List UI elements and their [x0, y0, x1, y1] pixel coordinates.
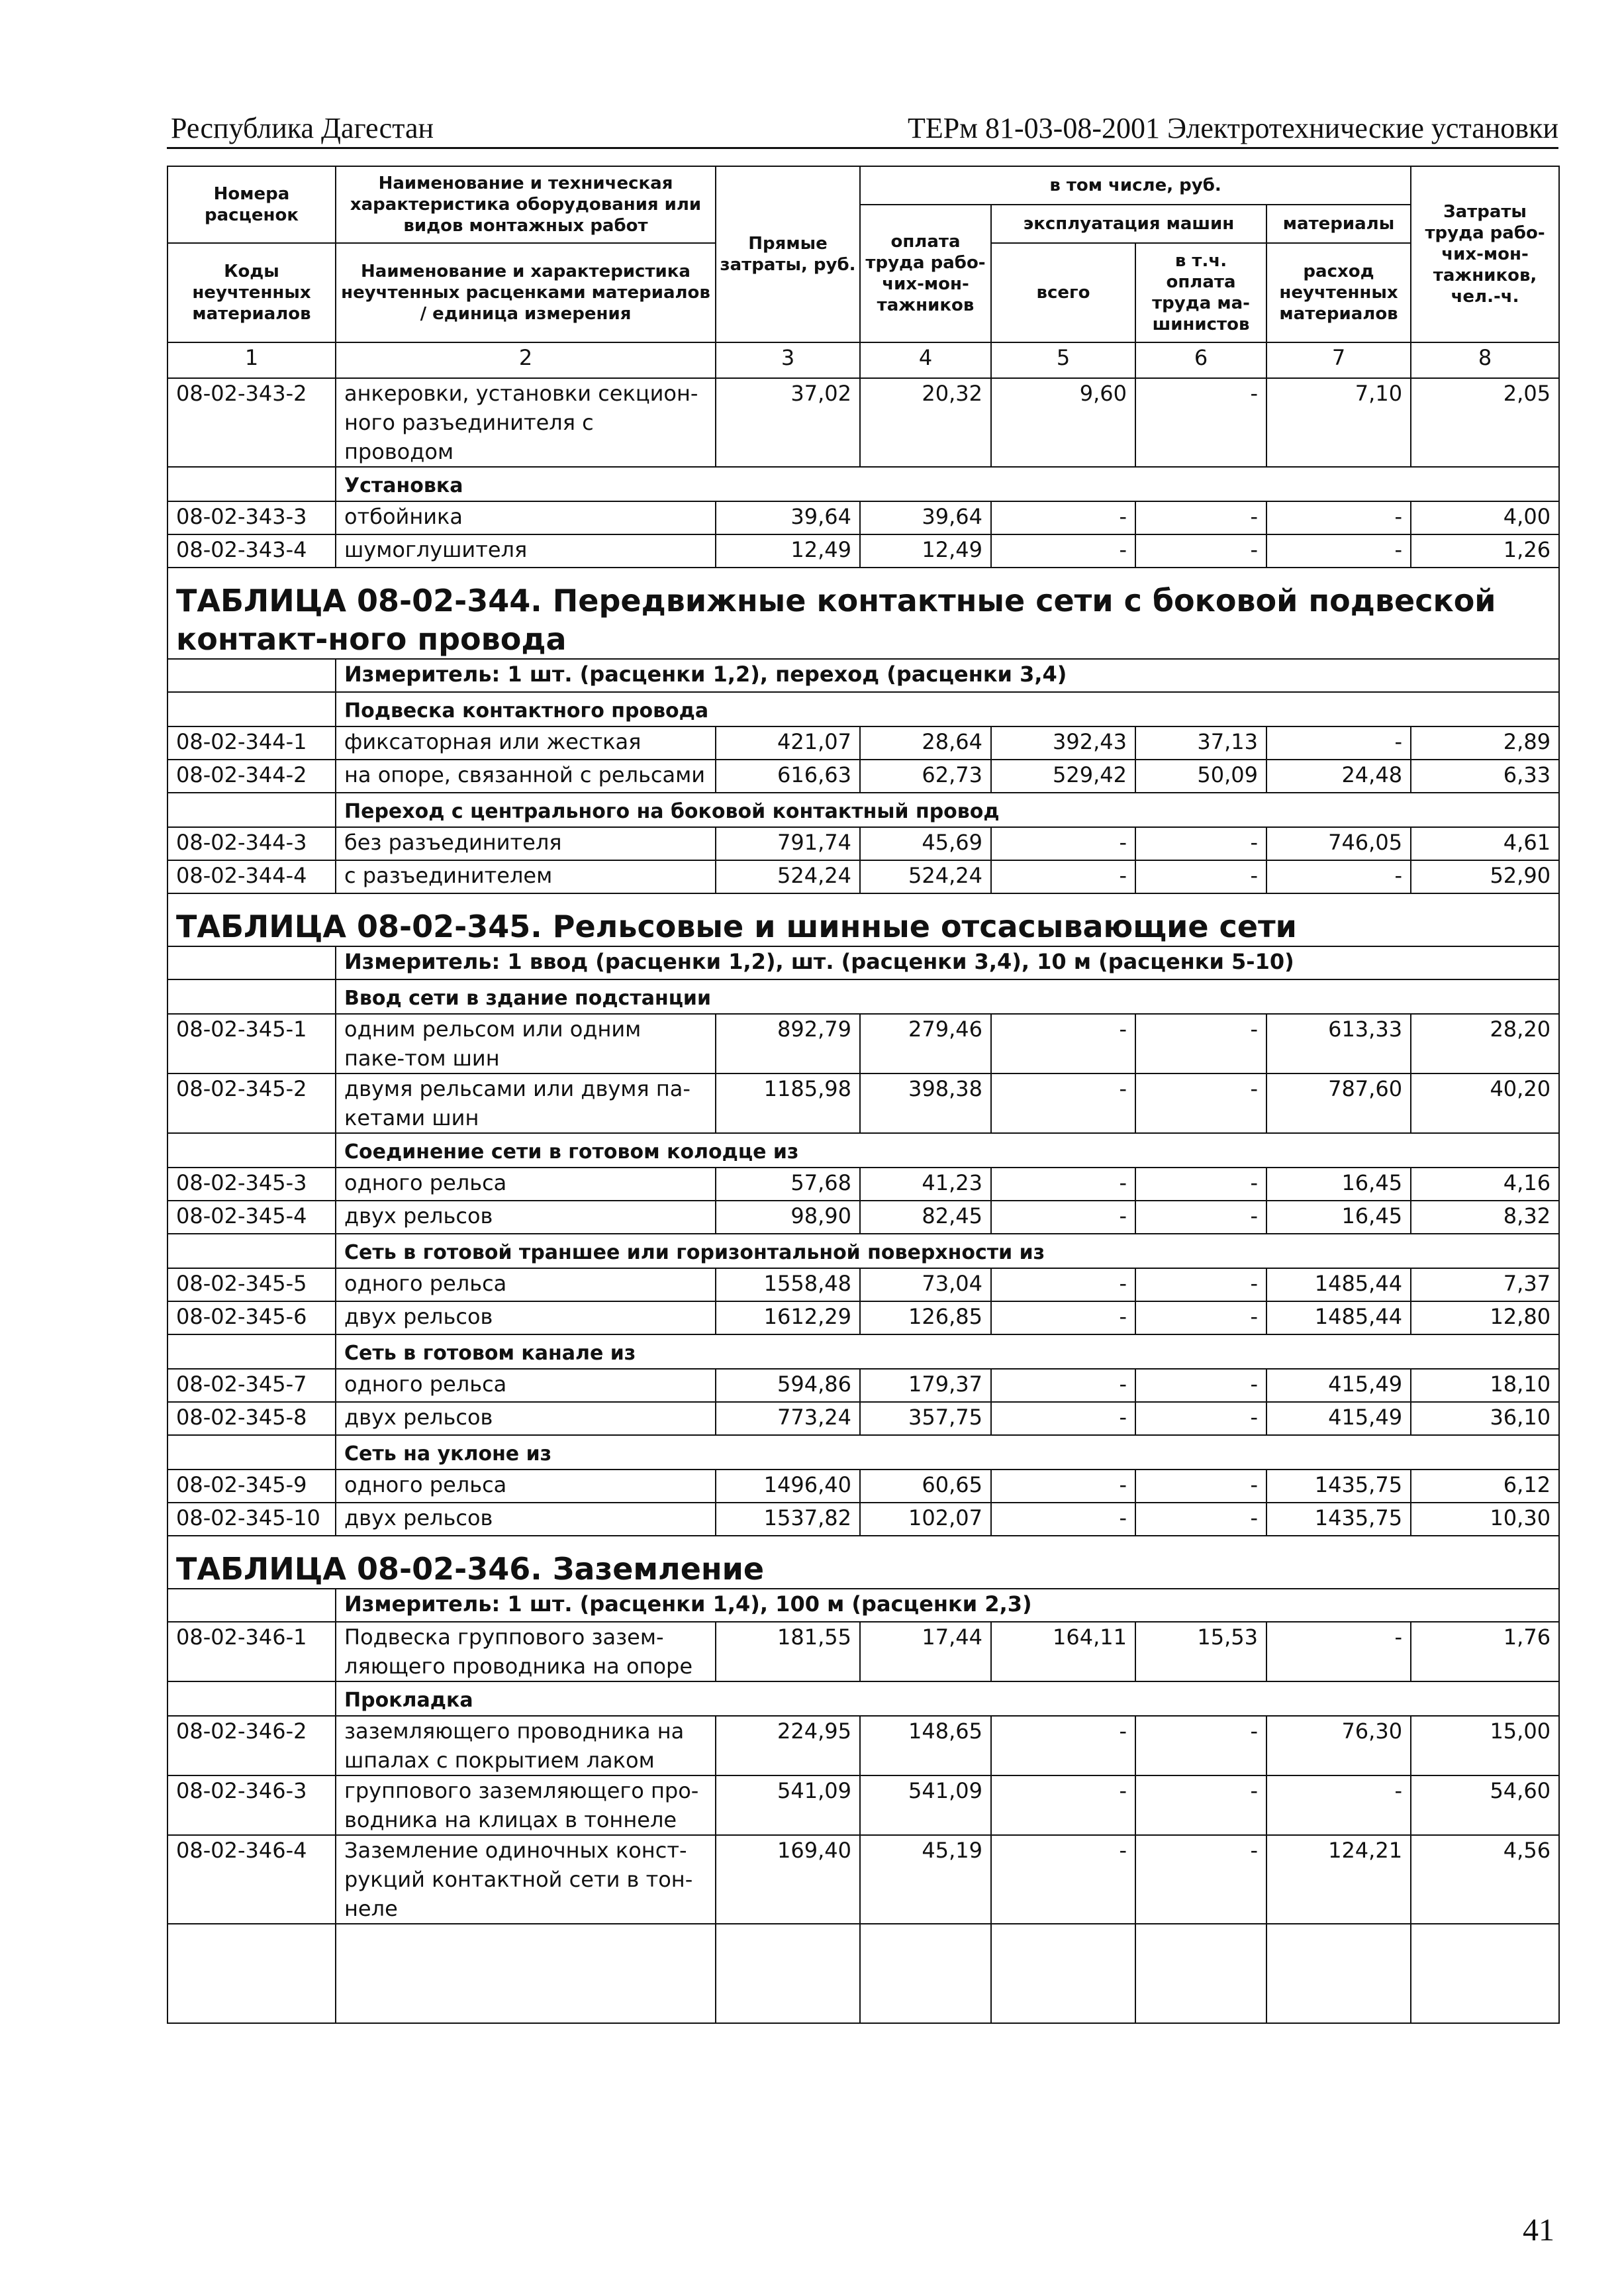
rate-code: 08-02-345-8 — [167, 1402, 336, 1435]
value-c3: 1537,82 — [716, 1503, 860, 1536]
rate-code: 08-02-346-1 — [167, 1622, 336, 1681]
section-row — [167, 1234, 1559, 1268]
col1-header-top: Номера расценок — [167, 166, 336, 243]
value-c6: - — [1135, 827, 1266, 860]
value-c4: 524,24 — [860, 860, 991, 893]
value-c7: 415,49 — [1266, 1402, 1411, 1435]
table-title: ТАБЛИЦА 08-02-346. Заземление — [167, 1536, 1559, 1589]
value-c3: 57,68 — [716, 1168, 860, 1201]
value-c4: 62,73 — [860, 760, 991, 793]
value-c4: 398,38 — [860, 1073, 991, 1133]
rate-code: 08-02-345-6 — [167, 1301, 336, 1334]
value-c8: 28,20 — [1411, 1014, 1559, 1073]
rate-name: Подвеска группового зазем-ляющего проводника на опоре — [336, 1622, 716, 1681]
value-c8: 4,16 — [1411, 1168, 1559, 1201]
rate-name: фиксаторная или жесткая — [336, 726, 716, 760]
section-title: Сеть на уклоне из — [336, 1435, 1559, 1470]
section-spacer — [167, 1334, 336, 1369]
section-spacer — [167, 1435, 336, 1470]
value-c5: - — [991, 1402, 1135, 1435]
value-c4: 279,46 — [860, 1014, 991, 1073]
value-c8: 40,20 — [1411, 1073, 1559, 1133]
rate-code: 08-02-345-10 — [167, 1503, 336, 1536]
rate-code: 08-02-345-5 — [167, 1268, 336, 1301]
value-c5: - — [991, 860, 1135, 893]
section-row — [167, 1334, 1559, 1369]
table-row — [167, 1503, 1559, 1536]
section-title: Переход с центрального на боковой контактный провод — [336, 793, 1559, 827]
section-title: Сеть в готовой траншее или горизонтальной поверхности из — [336, 1234, 1559, 1268]
value-c8: 7,37 — [1411, 1268, 1559, 1301]
value-c3: 12,49 — [716, 534, 860, 568]
value-c5: - — [991, 501, 1135, 534]
col7-header: расход неучтенных материалов — [1266, 243, 1411, 342]
value-c7: 1485,44 — [1266, 1268, 1411, 1301]
value-c3: 773,24 — [716, 1402, 860, 1435]
value-c3: 1612,29 — [716, 1301, 860, 1334]
value-c7: 787,60 — [1266, 1073, 1411, 1133]
rate-name: на опоре, связанной с рельсами — [336, 760, 716, 793]
value-c6: - — [1135, 860, 1266, 893]
value-c3: 39,64 — [716, 501, 860, 534]
value-c3: 421,07 — [716, 726, 860, 760]
value-c5: - — [991, 1073, 1135, 1133]
section-spacer — [167, 1133, 336, 1168]
value-c5: - — [991, 1835, 1135, 1924]
col3-header: Прямые затраты, руб. — [716, 166, 860, 342]
table-row — [167, 760, 1559, 793]
section-spacer — [167, 793, 336, 827]
value-c4: 45,69 — [860, 827, 991, 860]
value-c4: 541,09 — [860, 1775, 991, 1835]
value-c7: - — [1266, 534, 1411, 568]
rate-code: 08-02-343-2 — [167, 378, 336, 467]
value-c3: 594,86 — [716, 1369, 860, 1402]
rate-name: одного рельса — [336, 1470, 716, 1503]
table-row — [167, 1369, 1559, 1402]
value-c5: - — [991, 1775, 1135, 1835]
table-body — [167, 378, 1559, 2023]
header-document-code: ТЕРм 81-03-08-2001 Электротехнические установки — [907, 112, 1558, 144]
value-c3: 524,24 — [716, 860, 860, 893]
value-c5: 9,60 — [991, 378, 1135, 467]
rate-code: 08-02-345-2 — [167, 1073, 336, 1133]
rate-name: заземляющего проводника на шпалах с покрытием лаком — [336, 1716, 716, 1775]
value-c4: 12,49 — [860, 534, 991, 568]
value-c3: 1558,48 — [716, 1268, 860, 1301]
section-row — [167, 979, 1559, 1014]
value-c6: - — [1135, 1168, 1266, 1201]
value-c6: - — [1135, 534, 1266, 568]
rate-name: отбойника — [336, 501, 716, 534]
rate-name: двумя рельсами или двумя па-кетами шин — [336, 1073, 716, 1133]
value-c7: 24,48 — [1266, 760, 1411, 793]
value-c5: - — [991, 1168, 1135, 1201]
value-c6: 50,09 — [1135, 760, 1266, 793]
table-title-row — [167, 893, 1559, 946]
value-c6: - — [1135, 1716, 1266, 1775]
rate-name: одного рельса — [336, 1168, 716, 1201]
rate-name: двух рельсов — [336, 1301, 716, 1334]
table-row — [167, 1470, 1559, 1503]
table-row — [167, 1622, 1559, 1681]
value-c6: - — [1135, 1268, 1266, 1301]
rate-name: анкеровки, установки секцион-ного разъединителя с проводом — [336, 378, 716, 467]
measure-text: Измеритель: 1 шт. (расценки 1,2), переход (расценки 3,4) — [336, 659, 1559, 692]
value-c8: 18,10 — [1411, 1369, 1559, 1402]
table-row — [167, 1014, 1559, 1073]
value-c3: 892,79 — [716, 1014, 860, 1073]
value-c6: 15,53 — [1135, 1622, 1266, 1681]
empty-cell — [1135, 1924, 1266, 2023]
rate-name: Заземление одиночных конст-рукций контактной сети в тон-неле — [336, 1835, 716, 1924]
value-c5: - — [991, 1716, 1135, 1775]
rate-code: 08-02-344-4 — [167, 860, 336, 893]
col2-header-bottom: Наименование и характеристика неучтенных расценками материалов / единица измерения — [336, 243, 716, 342]
value-c3: 181,55 — [716, 1622, 860, 1681]
col1-header-bottom: Коды неучтенных материалов — [167, 243, 336, 342]
value-c5: - — [991, 1301, 1135, 1334]
value-c6: - — [1135, 378, 1266, 467]
colnum-1: 1 — [167, 342, 336, 378]
section-title: Установка — [336, 467, 1559, 501]
value-c5: 392,43 — [991, 726, 1135, 760]
value-c7: - — [1266, 726, 1411, 760]
table-row — [167, 1775, 1559, 1835]
value-c7: 746,05 — [1266, 827, 1411, 860]
value-c4: 17,44 — [860, 1622, 991, 1681]
value-c4: 357,75 — [860, 1402, 991, 1435]
section-row — [167, 1435, 1559, 1470]
table-title: ТАБЛИЦА 08-02-344. Передвижные контактные сети с боковой подвеской контакт-ного провода — [167, 568, 1559, 659]
col6-header: в т.ч. оплата труда ма-шинистов — [1135, 243, 1266, 342]
measure-spacer — [167, 946, 336, 979]
rate-name: одного рельса — [336, 1369, 716, 1402]
section-title: Ввод сети в здание подстанции — [336, 979, 1559, 1014]
value-c6: - — [1135, 1201, 1266, 1234]
rate-code: 08-02-346-3 — [167, 1775, 336, 1835]
table-row — [167, 378, 1559, 467]
table-row — [167, 1716, 1559, 1775]
value-c7: 613,33 — [1266, 1014, 1411, 1073]
value-c3: 169,40 — [716, 1835, 860, 1924]
value-c4: 126,85 — [860, 1301, 991, 1334]
value-c7: 124,21 — [1266, 1835, 1411, 1924]
table-title: ТАБЛИЦА 08-02-345. Рельсовые и шинные отсасывающие сети — [167, 893, 1559, 946]
table-row — [167, 1835, 1559, 1924]
value-c3: 224,95 — [716, 1716, 860, 1775]
value-c6: - — [1135, 1470, 1266, 1503]
value-c8: 4,56 — [1411, 1835, 1559, 1924]
value-c3: 541,09 — [716, 1775, 860, 1835]
value-c7: 76,30 — [1266, 1716, 1411, 1775]
value-c3: 98,90 — [716, 1201, 860, 1234]
value-c8: 36,10 — [1411, 1402, 1559, 1435]
section-spacer — [167, 1681, 336, 1716]
header-region: Республика Дагестан — [171, 112, 434, 144]
table-row — [167, 501, 1559, 534]
table-title-row — [167, 1536, 1559, 1589]
rate-code: 08-02-346-4 — [167, 1835, 336, 1924]
rate-name: одним рельсом или одним паке-том шин — [336, 1014, 716, 1073]
section-title: Прокладка — [336, 1681, 1559, 1716]
value-c6: - — [1135, 1014, 1266, 1073]
empty-cell — [336, 1924, 716, 2023]
value-c5: - — [991, 827, 1135, 860]
value-c4: 179,37 — [860, 1369, 991, 1402]
value-c7: - — [1266, 1775, 1411, 1835]
measure-spacer — [167, 659, 336, 692]
value-c5: - — [991, 534, 1135, 568]
value-c4: 60,65 — [860, 1470, 991, 1503]
colnum-2: 2 — [336, 342, 716, 378]
value-c8: 12,80 — [1411, 1301, 1559, 1334]
value-c3: 1185,98 — [716, 1073, 860, 1133]
measure-row — [167, 1589, 1559, 1622]
table-row — [167, 827, 1559, 860]
value-c7: 1435,75 — [1266, 1470, 1411, 1503]
table-row — [167, 860, 1559, 893]
value-c8: 8,32 — [1411, 1201, 1559, 1234]
rate-code: 08-02-346-2 — [167, 1716, 336, 1775]
value-c4: 45,19 — [860, 1835, 991, 1924]
rate-name: одного рельса — [336, 1268, 716, 1301]
value-c8: 4,61 — [1411, 827, 1559, 860]
section-row — [167, 1133, 1559, 1168]
value-c7: 16,45 — [1266, 1168, 1411, 1201]
rate-code: 08-02-345-9 — [167, 1470, 336, 1503]
value-c8: 1,26 — [1411, 534, 1559, 568]
value-c6: 37,13 — [1135, 726, 1266, 760]
measure-row — [167, 946, 1559, 979]
rate-name: двух рельсов — [336, 1402, 716, 1435]
empty-cell — [1411, 1924, 1559, 2023]
value-c7: 16,45 — [1266, 1201, 1411, 1234]
table-title-row — [167, 568, 1559, 659]
page-number: 41 — [1523, 2213, 1554, 2248]
value-c8: 10,30 — [1411, 1503, 1559, 1536]
colnum-8: 8 — [1411, 342, 1559, 378]
rate-code: 08-02-343-4 — [167, 534, 336, 568]
value-c8: 2,05 — [1411, 378, 1559, 467]
rate-code: 08-02-345-7 — [167, 1369, 336, 1402]
value-c5: - — [991, 1201, 1135, 1234]
rate-name: двух рельсов — [336, 1201, 716, 1234]
table-row — [167, 1168, 1559, 1201]
value-c6: - — [1135, 1369, 1266, 1402]
value-c7: 7,10 — [1266, 378, 1411, 467]
value-c3: 1496,40 — [716, 1470, 860, 1503]
value-c7: 1485,44 — [1266, 1301, 1411, 1334]
section-row — [167, 467, 1559, 501]
value-c7: 415,49 — [1266, 1369, 1411, 1402]
measure-text: Измеритель: 1 ввод (расценки 1,2), шт. (расценки 3,4), 10 м (расценки 5-10) — [336, 946, 1559, 979]
header-rule — [167, 147, 1558, 149]
table-row — [167, 726, 1559, 760]
measure-row — [167, 659, 1559, 692]
rate-name: шумоглушителя — [336, 534, 716, 568]
value-c8: 1,76 — [1411, 1622, 1559, 1681]
section-spacer — [167, 1234, 336, 1268]
value-c8: 54,60 — [1411, 1775, 1559, 1835]
value-c6: - — [1135, 1503, 1266, 1536]
value-c7: 1435,75 — [1266, 1503, 1411, 1536]
value-c6: - — [1135, 1073, 1266, 1133]
value-c4: 73,04 — [860, 1268, 991, 1301]
col5-header: всего — [991, 243, 1135, 342]
value-c6: - — [1135, 1301, 1266, 1334]
empty-cell — [860, 1924, 991, 2023]
rate-code: 08-02-345-1 — [167, 1014, 336, 1073]
table-row — [167, 1073, 1559, 1133]
rate-code: 08-02-344-3 — [167, 827, 336, 860]
section-row — [167, 692, 1559, 726]
empty-cell — [1266, 1924, 1411, 2023]
value-c8: 52,90 — [1411, 860, 1559, 893]
value-c8: 2,89 — [1411, 726, 1559, 760]
col8-header: Затраты труда рабо-чих-мон-тажников, чел.-ч. — [1411, 166, 1559, 342]
value-c3: 791,74 — [716, 827, 860, 860]
value-c4: 148,65 — [860, 1716, 991, 1775]
rate-name: с разъединителем — [336, 860, 716, 893]
section-row — [167, 1681, 1559, 1716]
rate-code: 08-02-345-4 — [167, 1201, 336, 1234]
table-row — [167, 1402, 1559, 1435]
rate-code: 08-02-344-2 — [167, 760, 336, 793]
value-c4: 41,23 — [860, 1168, 991, 1201]
empty-cell — [716, 1924, 860, 2023]
value-c4: 39,64 — [860, 501, 991, 534]
table-row — [167, 534, 1559, 568]
table-row — [167, 1268, 1559, 1301]
value-c5: - — [991, 1470, 1135, 1503]
value-c6: - — [1135, 501, 1266, 534]
value-c7: - — [1266, 860, 1411, 893]
rate-name: двух рельсов — [336, 1503, 716, 1536]
value-c4: 20,32 — [860, 378, 991, 467]
value-c8: 4,00 — [1411, 501, 1559, 534]
value-c8: 6,12 — [1411, 1470, 1559, 1503]
machines-header: эксплуатация машин — [991, 205, 1266, 243]
value-c5: - — [991, 1503, 1135, 1536]
value-c5: 164,11 — [991, 1622, 1135, 1681]
empty-cell — [167, 1924, 336, 2023]
value-c7: - — [1266, 501, 1411, 534]
value-c4: 82,45 — [860, 1201, 991, 1234]
empty-row — [167, 1924, 1559, 2023]
section-title: Соединение сети в готовом колодце из — [336, 1133, 1559, 1168]
value-c7: - — [1266, 1622, 1411, 1681]
table-row — [167, 1301, 1559, 1334]
colnum-6: 6 — [1135, 342, 1266, 378]
section-spacer — [167, 979, 336, 1014]
value-c6: - — [1135, 1402, 1266, 1435]
section-title: Сеть в готовом канале из — [336, 1334, 1559, 1369]
table-row — [167, 1201, 1559, 1234]
measure-spacer — [167, 1589, 336, 1622]
rate-name: группового заземляющего про-водника на клицах в тоннеле — [336, 1775, 716, 1835]
rate-name: без разъединителя — [336, 827, 716, 860]
rate-code: 08-02-344-1 — [167, 726, 336, 760]
value-c3: 37,02 — [716, 378, 860, 467]
colnum-5: 5 — [991, 342, 1135, 378]
colnum-3: 3 — [716, 342, 860, 378]
section-row — [167, 793, 1559, 827]
value-c5: - — [991, 1014, 1135, 1073]
col2-header-top: Наименование и техническая характеристика оборудования или видов монтажных работ — [336, 166, 716, 243]
col4-header: оплата труда рабо-чих-мон-тажников — [860, 205, 991, 342]
value-c5: - — [991, 1369, 1135, 1402]
section-spacer — [167, 467, 336, 501]
value-c6: - — [1135, 1775, 1266, 1835]
rates-table — [167, 166, 1560, 2024]
group-header: в том числе, руб. — [860, 166, 1411, 205]
colnum-7: 7 — [1266, 342, 1411, 378]
value-c5: - — [991, 1268, 1135, 1301]
value-c4: 28,64 — [860, 726, 991, 760]
colnum-4: 4 — [860, 342, 991, 378]
section-title: Подвеска контактного провода — [336, 692, 1559, 726]
section-spacer — [167, 692, 336, 726]
empty-cell — [991, 1924, 1135, 2023]
value-c3: 616,63 — [716, 760, 860, 793]
materials-header: материалы — [1266, 205, 1411, 243]
rate-code: 08-02-345-3 — [167, 1168, 336, 1201]
rate-code: 08-02-343-3 — [167, 501, 336, 534]
value-c8: 15,00 — [1411, 1716, 1559, 1775]
value-c5: 529,42 — [991, 760, 1135, 793]
measure-text: Измеритель: 1 шт. (расценки 1,4), 100 м (расценки 2,3) — [336, 1589, 1559, 1622]
value-c6: - — [1135, 1835, 1266, 1924]
value-c8: 6,33 — [1411, 760, 1559, 793]
value-c4: 102,07 — [860, 1503, 991, 1536]
